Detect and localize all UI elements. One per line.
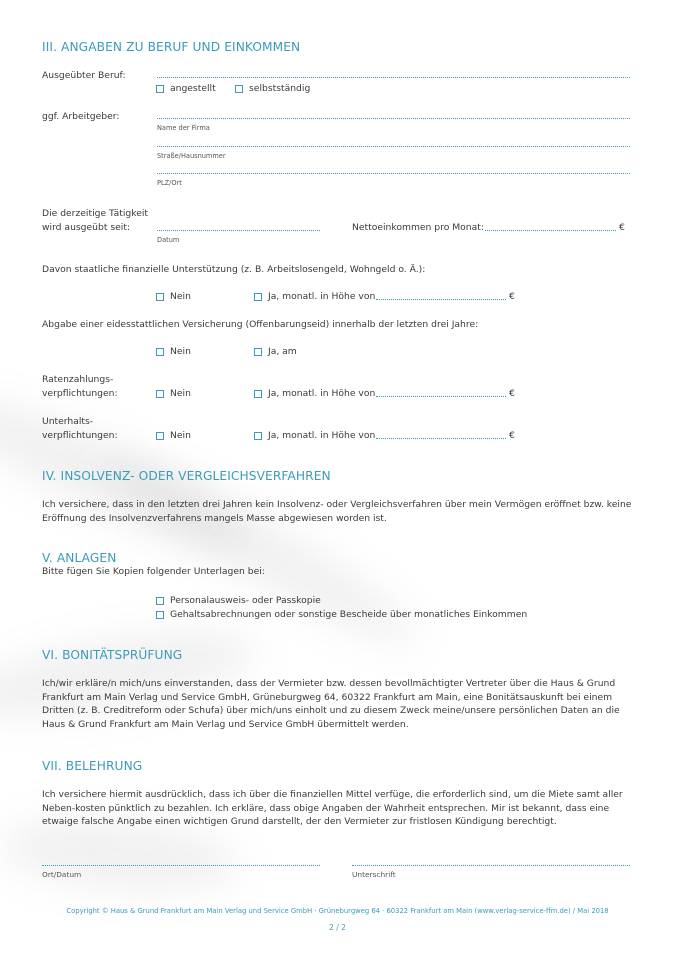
support-nein-label: Nein xyxy=(170,291,191,302)
option-selbststaendig-label: selbstständig xyxy=(249,83,311,94)
section-heading-insolvenz: IV. INSOLVENZ- ODER VERGLEICHSVERFAHREN xyxy=(42,469,331,483)
support-ja-label: Ja, monatl. in Höhe von xyxy=(268,291,376,302)
attachment-income-label: Gehaltsabrechnungen oder sonstige Bescheide über monatliches Einkommen xyxy=(170,609,528,620)
since-label-line2: wird ausgeübt seit: xyxy=(42,222,131,233)
currency-euro: € xyxy=(619,222,625,233)
option-angestellt-label: angestellt xyxy=(170,83,216,94)
net-income-label: Nettoeinkommen pro Monat: xyxy=(352,222,484,233)
section-heading-beruf: III. ANGABEN ZU BERUF UND EINKOMMEN xyxy=(42,40,301,54)
checkbox-selbststaendig[interactable] xyxy=(235,85,243,93)
maintenance-label-line1: Unterhalts- xyxy=(42,416,94,427)
maintenance-amount-field[interactable] xyxy=(376,438,506,439)
checkbox-maintenance-nein[interactable] xyxy=(156,432,164,440)
installments-amount-field[interactable] xyxy=(376,396,506,397)
checkbox-installments-ja[interactable] xyxy=(254,390,262,398)
attachment-id-label: Personalausweis- oder Passkopie xyxy=(170,595,321,606)
currency-euro: € xyxy=(509,388,515,399)
affidavit-ja-label: Ja, am xyxy=(268,346,297,357)
employer-label: ggf. Arbeitgeber: xyxy=(42,111,120,122)
section-heading-anlagen: V. ANLAGEN xyxy=(42,551,117,565)
checkbox-installments-nein[interactable] xyxy=(156,390,164,398)
section-heading-belehrung: VII. BELEHRUNG xyxy=(42,759,143,773)
checkbox-angestellt[interactable] xyxy=(156,85,164,93)
place-date-field[interactable] xyxy=(42,865,320,866)
checkbox-maintenance-ja[interactable] xyxy=(254,432,262,440)
occupation-label: Ausgeübter Beruf: xyxy=(42,70,126,81)
checkbox-support-nein[interactable] xyxy=(156,293,164,301)
credit-check-text: Ich/wir erkläre/n mich/uns einverstanden, dass der Vermieter bzw. dessen bevollmächtigter Vertreter über die Haus & Grund Frankfurt am Main Verlag und Service GmbH, Grüneburgweg 64, 60322 Frankfurt am Main, eine Bonitätsauskunft bei einem Dritten (z. B. Creditreform oder Schufa) über mich/uns einholt und zu diesem Zweck meine/unsere persönlichen Daten an die Haus & Grund Frankfurt am Main Verlag und Service GmbH übermittelt werden. xyxy=(42,678,620,730)
since-label-line1: Die derzeitige Tätigkeit xyxy=(42,208,149,219)
currency-euro: € xyxy=(509,291,515,302)
page-number: 2 / 2 xyxy=(328,923,347,932)
instruction-text: Ich versichere hiermit ausdrücklich, dass ich über die finanziellen Mittel verfüge, die erforderlich sind, um die Miete samt aller Neben-kosten pünktlich zu bezahlen. Ich erkläre, dass obige Angaben der Wahrheit entsprechen. Mir ist bekannt, dass eine etwaige falsche Angabe einen wichtigen Grund darstellt, der den Vermieter zur fristlosen Kündigung berechtigt. xyxy=(42,789,623,828)
section-heading-bonitaet: VI. BONITÄTSPRÜFUNG xyxy=(42,648,183,662)
checkbox-support-ja[interactable] xyxy=(254,293,262,301)
employer-name-sublabel: Name der Firma xyxy=(157,124,210,132)
occupation-field[interactable] xyxy=(157,77,630,78)
insolvency-declaration-text: Ich versichere, dass in den letzten drei Jahren kein Insolvenz- oder Vergleichsverfahren über mein Vermögen eröffnet bzw. keine Eröffnung des Insolvenzverfahrens mangels Masse abgewiesen worden ist. xyxy=(42,499,632,524)
employer-city-field[interactable] xyxy=(157,173,630,174)
support-amount-field[interactable] xyxy=(376,299,506,300)
state-support-question: Davon staatliche finanzielle Unterstützung (z. B. Arbeitslosengeld, Wohngeld o. Ä.): xyxy=(42,264,426,275)
checkbox-attachment-income[interactable] xyxy=(156,611,164,619)
installments-label-line2: verpflichtungen: xyxy=(42,388,118,399)
maintenance-nein-label: Nein xyxy=(170,430,191,441)
checkbox-affidavit-nein[interactable] xyxy=(156,348,164,356)
checkbox-attachment-id[interactable] xyxy=(156,597,164,605)
installments-ja-label: Ja, monatl. in Höhe von xyxy=(268,388,376,399)
employer-street-field[interactable] xyxy=(157,146,630,147)
checkbox-affidavit-ja[interactable] xyxy=(254,348,262,356)
net-income-field[interactable] xyxy=(485,230,616,231)
place-date-label: Ort/Datum xyxy=(42,870,82,879)
attachments-intro: Bitte fügen Sie Kopien folgender Unterlagen bei: xyxy=(42,566,265,577)
footer-copyright: Copyright © Haus & Grund Frankfurt am Main Verlag und Service GmbH · Grüneburgweg 64 · 60322 Frankfurt am Main (www.verlag-service-ffm.de) / Mai 2018 xyxy=(66,907,609,915)
installments-label-line1: Ratenzahlungs- xyxy=(42,374,114,385)
signature-field[interactable] xyxy=(352,865,630,866)
since-date-sublabel: Datum xyxy=(157,236,180,244)
currency-euro: € xyxy=(509,430,515,441)
since-date-field[interactable] xyxy=(157,230,320,231)
maintenance-label-line2: verpflichtungen: xyxy=(42,430,118,441)
installments-nein-label: Nein xyxy=(170,388,191,399)
maintenance-ja-label: Ja, monatl. in Höhe von xyxy=(268,430,376,441)
employer-city-sublabel: PLZ/Ort xyxy=(157,179,182,187)
signature-label: Unterschrift xyxy=(352,870,396,879)
employer-name-field[interactable] xyxy=(157,118,630,119)
affidavit-question: Abgabe einer eidesstattlichen Versicherung (Offenbarungseid) innerhalb der letzten drei Jahre: xyxy=(42,319,479,330)
affidavit-nein-label: Nein xyxy=(170,346,191,357)
employer-street-sublabel: Straße/Hausnummer xyxy=(157,152,226,160)
